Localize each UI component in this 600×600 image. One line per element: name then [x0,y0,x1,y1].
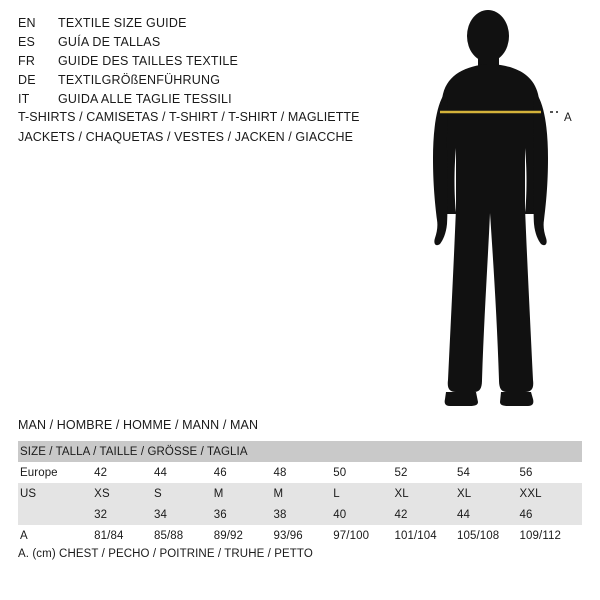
cell: 105/108 [457,525,520,546]
cell: 85/88 [154,525,214,546]
table-row [18,525,582,546]
category-tshirts: T-SHIRTS / CAMISETAS / T-SHIRT / T-SHIRT / MAGLIETTE [18,110,360,124]
cell: 109/112 [520,525,582,546]
male-silhouette-icon [400,8,600,408]
cell: 50 [333,462,394,483]
cell: XL [457,483,520,504]
cell: XS [94,483,154,504]
cell: 32 [94,504,154,525]
cell: M [214,483,274,504]
cell: L [333,483,394,504]
row-label: Europe [18,462,94,483]
row-label: US [18,483,94,504]
gender-title: MAN / HOMBRE / HOMME / MANN / MAN [18,418,259,432]
language-row [18,73,398,92]
cell: 48 [274,462,334,483]
language-row [18,16,398,35]
language-row [18,35,398,54]
cell: 54 [457,462,520,483]
cell: 38 [274,504,334,525]
language-text: TEXTILGRÖßENFÜHRUNG [58,73,221,87]
cell: 46 [214,462,274,483]
measurement-footnote: A. (cm) CHEST / PECHO / POITRINE / TRUHE / PETTO [18,548,313,560]
cell: 40 [333,504,394,525]
table-header-label: SIZE / TALLA / TAILLE / GRÖSSE / TAGLIA [18,441,582,462]
cell: 52 [394,462,457,483]
cell: S [154,483,214,504]
language-row [18,92,398,111]
category-jackets: JACKETS / CHAQUETAS / VESTES / JACKEN / GIACCHE [18,130,354,144]
body-silhouette-figure [400,8,600,408]
cell: XXL [520,483,582,504]
table-row [18,504,582,525]
cell: 44 [457,504,520,525]
cell: M [274,483,334,504]
cell: 42 [94,462,154,483]
cell: 34 [154,504,214,525]
row-label: A [18,525,94,546]
cell: 97/100 [333,525,394,546]
cell: 46 [520,504,582,525]
language-text: GUIDA ALLE TAGLIE TESSILI [58,92,232,106]
cell: XL [394,483,457,504]
language-code: FR [18,54,36,68]
cell: 89/92 [214,525,274,546]
size-table [18,441,582,546]
garment-category-list [18,110,418,150]
language-code: EN [18,16,36,30]
cell: 36 [214,504,274,525]
cell: 44 [154,462,214,483]
table-row [18,483,582,504]
language-text: TEXTILE SIZE GUIDE [58,16,187,30]
language-text: GUIDE DES TAILLES TEXTILE [58,54,239,68]
language-row [18,54,398,73]
language-code: DE [18,73,36,87]
table-row [18,462,582,483]
cell: 93/96 [274,525,334,546]
language-code: IT [18,92,30,106]
row-label [18,504,94,525]
language-text: GUÍA DE TALLAS [58,35,161,49]
language-code: ES [18,35,36,49]
table-header-row [18,441,582,462]
cell: 42 [394,504,457,525]
language-list [18,16,398,111]
chest-measure-label: A [564,112,573,124]
cell: 101/104 [394,525,457,546]
cell: 56 [520,462,582,483]
cell: 81/84 [94,525,154,546]
